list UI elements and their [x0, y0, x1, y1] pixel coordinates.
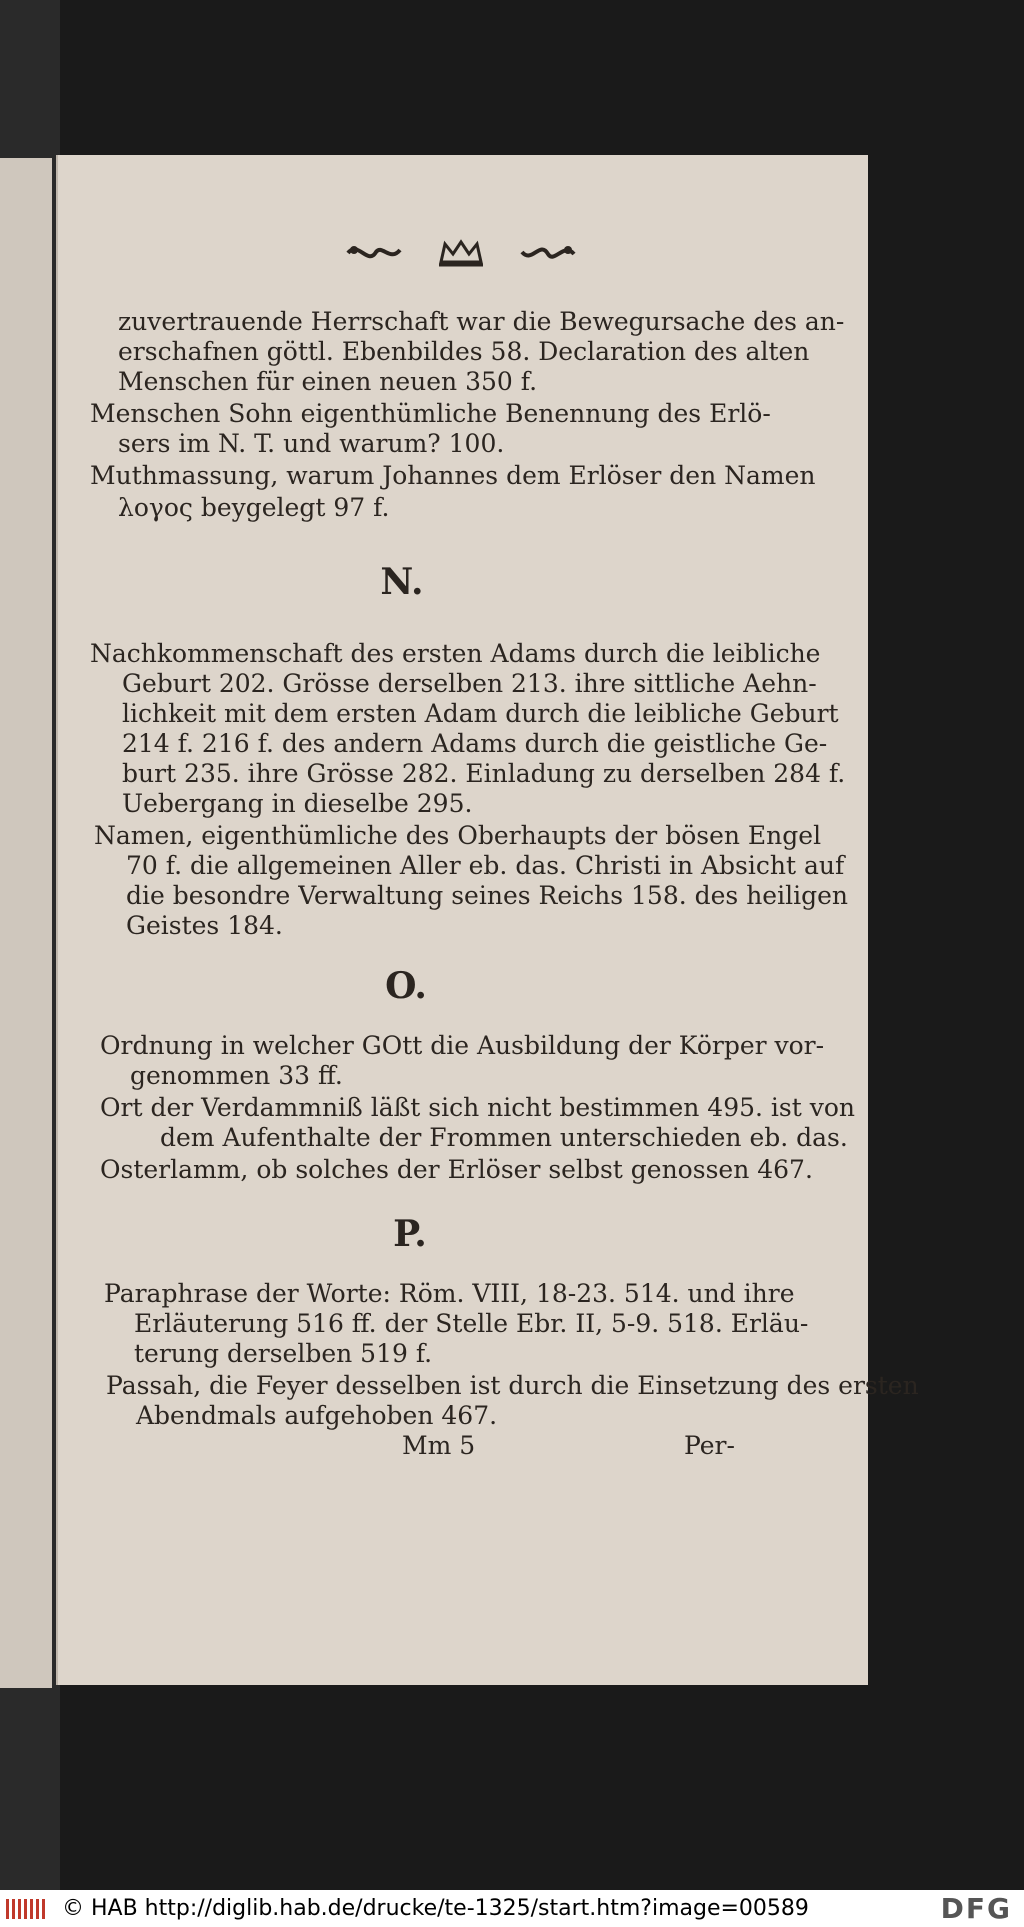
text-line: burt 235. ihre Grösse 282. Einladung zu derselben 284 f.: [122, 759, 846, 788]
book-page: [56, 155, 919, 1685]
text-line: Nachkommenschaft des ersten Adams durch die leibliche: [90, 639, 821, 668]
text-line: Namen, eigenthümliche des Oberhaupts der bösen Engel: [94, 821, 822, 850]
text-line: erschafnen göttl. Ebenbildes 58. Declaration des alten: [118, 337, 810, 366]
hab-logo-icon: [4, 1895, 50, 1923]
text-line: Ort der Verdammniß läßt sich nicht bestimmen 495. ist von: [100, 1093, 855, 1122]
section-letter-o: O.: [385, 965, 427, 1007]
previous-page-edge: [0, 158, 52, 1688]
catchword: Per-: [684, 1431, 735, 1460]
text-line: λογος beygelegt 97 f.: [118, 493, 390, 522]
text-line: Menschen Sohn eigenthümliche Benennung des Erlö-: [90, 399, 771, 428]
text-line: dem Aufenthalte der Frommen unterschieden eb. das.: [160, 1123, 848, 1152]
text-line: lichkeit mit dem ersten Adam durch die leibliche Geburt: [122, 699, 839, 728]
section-letter-n: N.: [380, 561, 424, 603]
footer-copyright-link[interactable]: © HAB http://diglib.hab.de/drucke/te-1325/start.htm?image=00589: [62, 1896, 809, 1921]
text-line: Paraphrase der Worte: Röm. VIII, 18-23. 514. und ihre: [104, 1279, 795, 1308]
text-line: genommen 33 ff.: [130, 1061, 343, 1090]
text-line: 214 f. 216 f. des andern Adams durch die geistliche Ge-: [122, 729, 828, 758]
text-line: Menschen für einen neuen 350 f.: [118, 367, 538, 396]
text-line: die besondre Verwaltung seines Reichs 158. des heiligen: [126, 881, 848, 910]
signature-mark: Mm 5: [402, 1431, 476, 1460]
text-line: Osterlamm, ob solches der Erlöser selbst genossen 467.: [100, 1155, 813, 1184]
dfg-logo: DFG: [940, 1892, 1012, 1925]
text-line: zuvertrauende Herrschaft war die Bewegursache des an-: [118, 307, 845, 336]
section-letter-p: P.: [393, 1213, 427, 1255]
page-text: [56, 155, 919, 1685]
text-line: terung derselben 519 f.: [134, 1339, 433, 1368]
text-line: Passah, die Feyer desselben ist durch die Einsetzung des ersten: [106, 1371, 919, 1400]
text-line: Erläuterung 516 ff. der Stelle Ebr. II, 5-9. 518. Erläu-: [134, 1309, 809, 1338]
text-line: Geburt 202. Grösse derselben 213. ihre sittliche Aehn-: [122, 669, 817, 698]
text-line: Geistes 184.: [126, 911, 283, 940]
text-line: Ordnung in welcher GOtt die Ausbildung der Körper vor-: [100, 1031, 825, 1060]
text-line: 70 f. die allgemeinen Aller eb. das. Christi in Absicht auf: [126, 851, 845, 880]
text-line: sers im N. T. und warum? 100.: [118, 429, 505, 458]
text-line: Abendmals aufgehoben 467.: [136, 1401, 498, 1430]
text-line: Uebergang in dieselbe 295.: [122, 789, 473, 818]
footer-bar: [0, 1890, 1024, 1927]
text-line: Muthmassung, warum Johannes dem Erlöser den Namen: [90, 461, 816, 490]
